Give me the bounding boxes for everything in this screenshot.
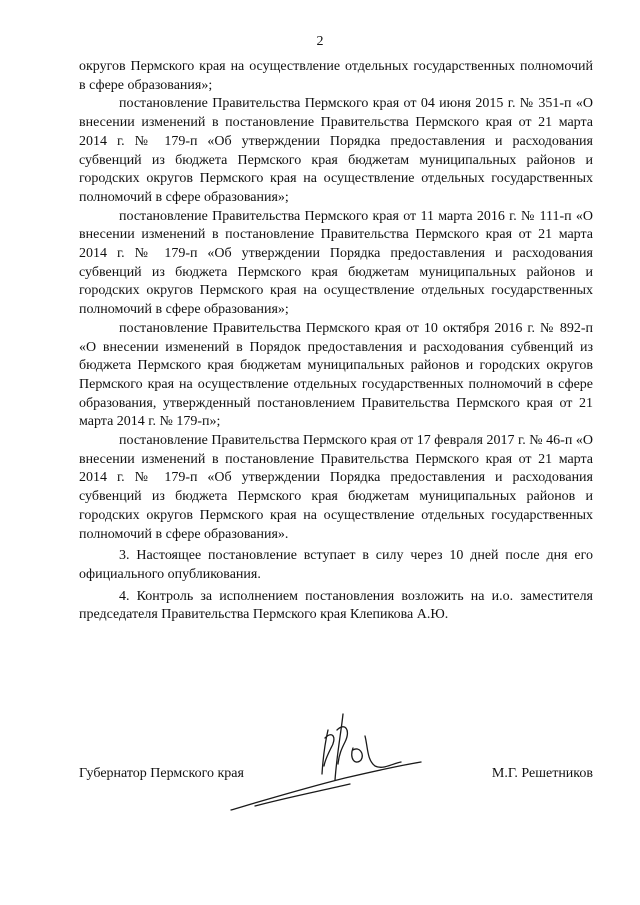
paragraph-effective-date: 3. Настоящее постановление вступает в силу через 10 дней после дня его официального опубликования.	[79, 548, 593, 582]
paragraph-resolution-351p: постановление Правительства Пермского края от 04 июня 2015 г. № 351-п «О внесении изменений в постановление Правительства Пермского края от 21 марта 2014 г. № 179-п «Об утверждении Порядка предоставления и расходования субвенций из бюджета Пермского края бюджетам муниципальных районов и городских округов Пермского края на осуществление отдельных государственных полномочий в сфере образования»;	[79, 96, 593, 205]
signatory-title: Губернатор Пермского края	[79, 766, 244, 781]
paragraph-control: 4. Контроль за исполнением постановления возложить на и.о. заместителя председателя Правительства Пермского края Клепикова А.Ю.	[79, 588, 593, 623]
paragraph-resolution-46p: постановление Правительства Пермского края от 17 февраля 2017 г. № 46-п «О внесении изменений в постановление Правительства Пермского края от 21 марта 2014 г. № 179-п «Об утверждении Порядка предоставления и расходования субвенций из бюджета Пермского края бюджетам муниципальных районов и городских округов Пермского края на осуществление отдельных государственных полномочий в сфере образования».	[79, 433, 593, 542]
paragraph-resolution-111p: постановление Правительства Пермского края от 11 марта 2016 г. № 111-п «О внесении изменений в постановление Правительства Пермского края от 21 марта 2014 г. № 179-п «Об утверждении Порядка предоставления и расходования субвенций из бюджета Пермского края бюджетам муниципальных районов и городских округов Пермского края на осуществление отдельных государственных полномочий в сфере образования»;	[79, 208, 593, 318]
handwritten-signature	[225, 708, 425, 818]
page-number: 2	[316, 34, 324, 49]
paragraph-continuation: округов Пермского края на осуществление отдельных государственных полномочий в сфере образования»;	[79, 59, 593, 93]
document-body	[79, 58, 593, 625]
signatory-name: М.Г. Решетников	[491, 766, 593, 781]
paragraph-resolution-892p: постановление Правительства Пермского края от 10 октября 2016 г. № 892-п «О внесении изменений в Порядок предоставления и расходования субвенций из бюджета Пермского края бюджетам муниципальных районов и городских округов Пермского края на осуществление отдельных государственных полномочий в сфере образования, утвержденный постановлением Правительства Пермского края от 21 марта 2014 г. № 179-п»;	[79, 320, 593, 430]
